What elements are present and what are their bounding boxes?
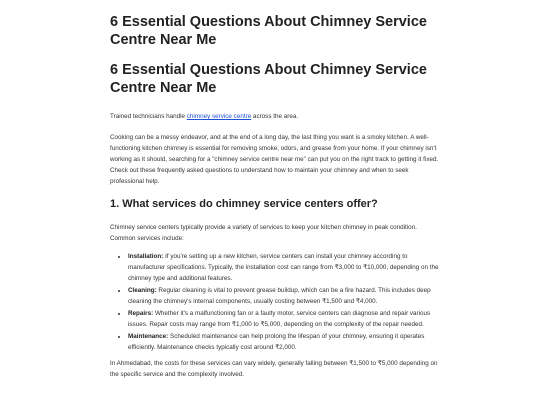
lead-paragraph	[110, 111, 440, 122]
section-1-intro: Chimney service centers typically provide a variety of services to keep your kitchen chimney in peak condition. Common services include:	[110, 224, 417, 242]
lead-text-before: Trained technicians handle	[110, 113, 187, 120]
services-list	[110, 251, 440, 353]
list-item-repairs	[128, 308, 440, 330]
list-item-text: Scheduled maintenance can help prolong the lifespan of your chimney, ensuring it operates efficiently. Maintenance checks typically cost around ₹2,000.	[128, 333, 425, 351]
section-1-outro: In Ahmedabad, the costs for these services can vary widely, generally falling between ₹1,500 to ₹5,000 depending on the specific service and the complexity involved.	[110, 360, 438, 378]
chimney-service-centre-link[interactable]: chimney service centre	[186, 113, 252, 120]
article	[110, 0, 440, 380]
list-item-maintenance	[128, 331, 440, 353]
list-item-cleaning	[128, 285, 440, 307]
list-item-text: Regular cleaning is vital to prevent grease buildup, which can be a fire hazard. This includes deep cleaning the chimney's internal components, usually costing between ₹1,500 and ₹4,000.	[128, 287, 431, 305]
section-1-heading: 1. What services do chimney service centers offer?	[110, 198, 378, 210]
list-item-text: Whether it's a malfunctioning fan or a faulty motor, service centers can diagnose and repair various issues. Repair costs may range from ₹1,000 to ₹5,000, depending on the complexity of the repair needed.	[128, 310, 431, 328]
list-item-term: Installation:	[128, 253, 164, 260]
list-item-term: Cleaning:	[128, 287, 157, 294]
article-heading: 6 Essential Questions About Chimney Service Centre Near Me	[110, 62, 427, 96]
intro-paragraph: Cooking can be a messy endeavor, and at the end of a long day, the last thing you want is a smoky kitchen. A well-functioning kitchen chimney is essential for removing smoke, odors, and grease from your home. If your chimney isn't working as it should, searching for a "chimney service centre near me" can put you on the right track to getting it fixed. Check out these frequently asked questions to understand how to maintain your chimney and when to seek professional help.	[110, 134, 439, 185]
page-title: 6 Essential Questions About Chimney Service Centre Near Me	[110, 14, 427, 48]
list-item-term: Repairs:	[128, 310, 154, 317]
lead-text-after: across the area.	[251, 113, 299, 120]
list-item-term: Maintenance:	[128, 333, 169, 340]
list-item-text: If you're setting up a new kitchen, service centers can install your chimney according to manufacturer specifications. Typically, the installation cost can range from ₹3,000 to ₹10,000, depending on the chimney type and additional features.	[128, 253, 439, 282]
list-item-installation	[128, 251, 440, 284]
